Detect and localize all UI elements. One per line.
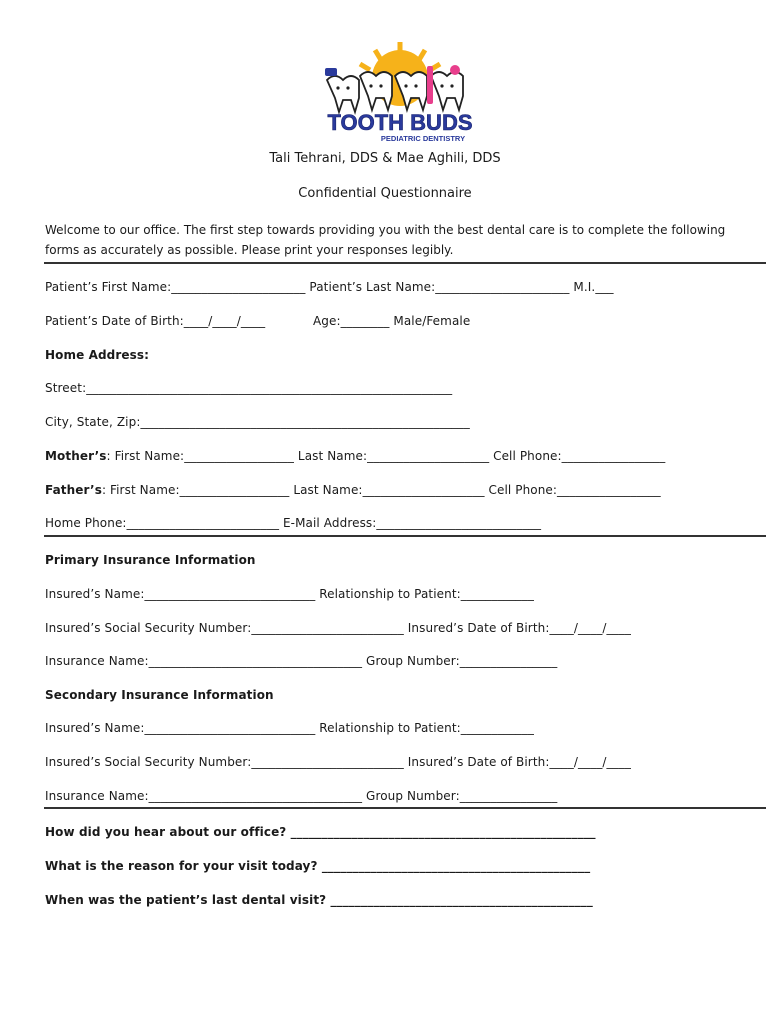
secondary-insured-name-field[interactable]: Insured’s Name:____________________________ Relationship to Patient:____________ xyxy=(45,721,534,735)
primary-ssn-field[interactable]: Insured’s Social Security Number:_________________________ Insured’s Date of Birth:____/____/____ xyxy=(45,621,631,635)
patient-age-sex-field[interactable]: Age:________ Male/Female xyxy=(313,314,471,328)
logo-brand-text: TOOTH BUDS xyxy=(327,110,473,135)
divider xyxy=(44,262,766,264)
father-fields-text: : First Name:__________________ Last Name:____________________ Cell Phone:_________________ xyxy=(101,483,661,497)
contact-field[interactable]: Home Phone:_________________________ E-Mail Address:___________________________ xyxy=(45,516,542,530)
logo-graphic xyxy=(305,40,495,144)
doctors-line: Tali Tehrani, DDS & Mae Aghili, DDS xyxy=(269,151,501,166)
page-title: Confidential Questionnaire xyxy=(298,186,472,201)
last-visit-question[interactable]: When was the patient’s last dental visit? ___________________________________________ xyxy=(45,893,593,907)
secondary-insurance-name-field[interactable]: Insurance Name:___________________________________ Group Number:________________ xyxy=(45,789,558,803)
street-field[interactable]: Street:____________________________________________________________ xyxy=(45,381,453,395)
primary-insurance-heading: Primary Insurance Information xyxy=(45,553,256,567)
tooth-buds-logo xyxy=(305,40,495,144)
patient-dob-field[interactable]: Patient’s Date of Birth:____/____/____ xyxy=(45,314,266,328)
secondary-ssn-field[interactable]: Insured’s Social Security Number:_________________________ Insured’s Date of Birth:____/____/____ xyxy=(45,755,631,769)
divider xyxy=(44,807,766,809)
mother-fields-text: : First Name:__________________ Last Name:____________________ Cell Phone:_________________ xyxy=(106,449,666,463)
visit-reason-question[interactable]: What is the reason for your visit today? ____________________________________________ xyxy=(45,859,591,873)
city-state-zip-field[interactable]: City, State, Zip:______________________________________________________ xyxy=(45,415,470,429)
intro-paragraph: Welcome to our office. The first step towards providing you with the best dental care is to complete the following forms as accurately as possible. Please print your responses legibly. xyxy=(45,223,726,257)
patient-name-field[interactable]: Patient’s First Name:______________________ Patient’s Last Name:______________________ M.I.___ xyxy=(45,280,614,294)
home-address-label: Home Address: xyxy=(45,348,150,362)
primary-insurance-name-field[interactable]: Insurance Name:___________________________________ Group Number:________________ xyxy=(45,654,558,668)
hear-about-question[interactable]: How did you hear about our office? __________________________________________________ xyxy=(45,825,596,839)
father-label: Father’s xyxy=(45,483,102,497)
logo-tagline-text: PEDIATRIC DENTISTRY xyxy=(380,134,466,143)
mother-field[interactable] xyxy=(45,449,665,463)
mother-label: Mother’s xyxy=(45,449,107,463)
divider xyxy=(44,535,766,537)
secondary-insurance-heading: Secondary Insurance Information xyxy=(45,688,274,702)
father-field[interactable] xyxy=(45,483,661,497)
primary-insured-name-field[interactable]: Insured’s Name:____________________________ Relationship to Patient:____________ xyxy=(45,587,534,601)
